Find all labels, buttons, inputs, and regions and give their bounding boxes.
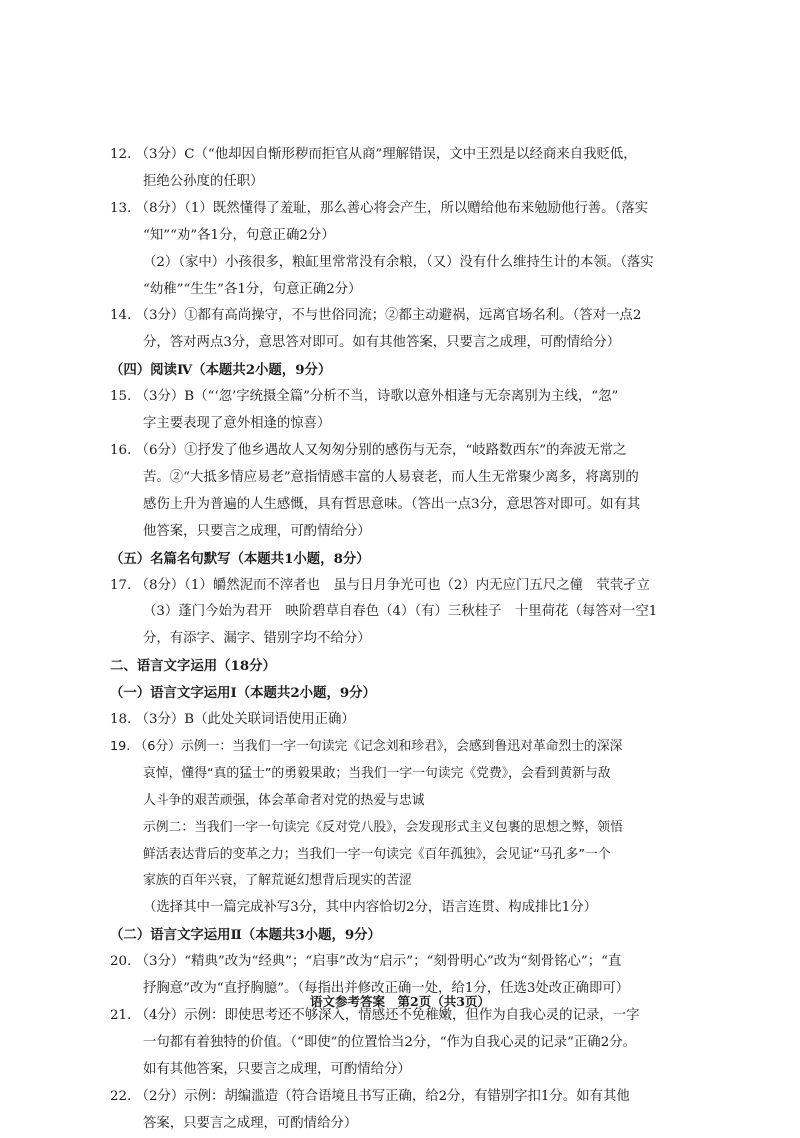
q19-line-5: 鲜活表达背后的变革之力；当我们一字一句读完《百年孤独》，会见证“马孔多”一个 [143, 846, 611, 862]
q12-line-2: 拒绝公孙度的任职） [143, 173, 264, 189]
q16-line-2: 苦。②“大抵多情应易老”意指情感丰富的人易衰老，而人生无常聚少离多，将离别的 [143, 469, 639, 485]
section-dictation-heading: （五）名篇名句默写（本题共1小题，8分） [110, 550, 370, 567]
q15-line-2: 字主要表现了意外相逢的惊喜） [143, 416, 331, 432]
q13-line-3: （2）（家中）小孩很多，粮缸里常常没有余粮，（又）没有什么维持生计的本领。（落实 [143, 254, 654, 270]
q16-line-1: 16. （6分）①抒发了他乡遇故人又匆匆分别的感伤与无奈，“岐路数西东”的奔波无常之 [110, 442, 627, 458]
q20-line-2: 抒胸意”改为“直抒胸臆”。（每指出并修改正确一处，给1分，任选3处改正确即可） [143, 981, 630, 997]
q19-line-7: （选择其中一篇完成补写3分，其中内容恰切2分，语言连贯、构成排比1分） [143, 900, 598, 916]
q21-line-1: 21. （4分）示例：即使思考还不够深入，情感还不免稚嫩，但作为自我心灵的记录，一字 [110, 1008, 640, 1023]
q17-line-3: 分，有添字、漏字、错别字均不给分） [143, 631, 371, 647]
section-language-1-heading: （一）语言文字运用Ⅰ（本题共2小题，9分） [110, 685, 376, 702]
q20-line-1: 20. （3分）“精典”改为“经典”；“启事”改为“启示”；“刻骨明心”改为“刻骨铭心”；“直 [110, 954, 622, 970]
q19-line-4: 示例二：当我们一字一句读完《反对党八股》，会发现形式主义包裹的思想之弊，领悟 [143, 819, 623, 835]
q15-line-1: 15. （3分）B（“‘忽’字统摄全篇”分析不当，诗歌以意外相逢与无奈离别为主线，“忽” [110, 389, 619, 405]
answer-content [110, 142, 700, 1138]
q22-line-2: 答案，只要言之成理，可酌情给分） [143, 1115, 358, 1131]
q21-line-2: 一句都有着独特的价值。（“即使”的位置恰当2分，“作为自我心灵的记录”正确2分。 [143, 1034, 637, 1050]
q18-line-1: 18. （3分）B（此处关联词语使用正确） [110, 712, 355, 728]
q16-line-3: 感伤上升为普遍的人生感慨，具有哲思意味。（答出一点3分，意思答对即可。如有其 [143, 496, 641, 512]
section-language-2-heading: （二）语言文字运用Ⅱ（本题共3小题，9分） [110, 927, 381, 944]
q19-line-6: 家族的百年兴衰，了解荒诞幻想背后现实的苦涩 [143, 873, 412, 889]
section-reading-4-heading: （四）阅读Ⅳ（本题共2小题，9分） [110, 362, 332, 379]
page-footer: 语文参考答案 第2页（共3页） [310, 994, 490, 1009]
q16-line-4: 他答案，只要言之成理，可酌情给分） [143, 523, 371, 539]
q17-line-1: 17. （8分）（1）皭然泥而不滓者也 虽与日月争光可也（2）内无应门五尺之僮 茕茕孑立 [110, 577, 650, 593]
q14-line-1: 14. （3分）①都有高尚操守，不与世俗同流；②都主动避祸，远离官场名利。（答对一点2 [110, 308, 642, 324]
q13-line-4: “幼稚”“生生”各1分，句意正确2分） [143, 281, 362, 297]
q21-line-3: 如有其他答案，只要言之成理，可酌情给分） [143, 1061, 411, 1077]
part-2-heading: 二、语言文字运用（18分） [110, 658, 276, 675]
q19-line-3: 人斗争的艰苦顽强，体会革命者对党的热爱与忠诚 [143, 792, 425, 808]
q19-line-1: 19. （6分）示例一：当我们一字一句读完《记念刘和珍君》，会感到鲁迅对革命烈士的深深 [110, 738, 623, 754]
q13-line-1: 13. （8分）（1）既然懂得了羞耻，那么善心将会产生，所以赠给他布来勉励他行善。（落实 [110, 200, 649, 216]
q14-line-2: 分，答对两点3分，意思答对即可。如有其他答案，只要言之成理，可酌情给分） [143, 335, 621, 351]
q12-line-1: 12. （3分）C（“他却因自惭形秽而拒官从商”理解错误，文中王烈是以经商来自我贬低， [110, 147, 637, 162]
q13-line-2: “知”“劝”各1分，句意正确2分） [143, 227, 335, 243]
q17-line-2: （3）蓬门今始为君开 映阶碧草自春色（4）（有）三秋桂子 十里荷花（每答对一空1 [143, 604, 658, 620]
q22-line-1: 22. （2分）示例：胡编滥造（符合语境且书写正确，给2分，有错别字扣1分。如有其他 [110, 1088, 630, 1104]
q19-line-2: 哀悼，懂得“真的猛士”的勇毅果敢；当我们一字一句读完《党费》，会看到黄新与敌 [143, 765, 611, 781]
